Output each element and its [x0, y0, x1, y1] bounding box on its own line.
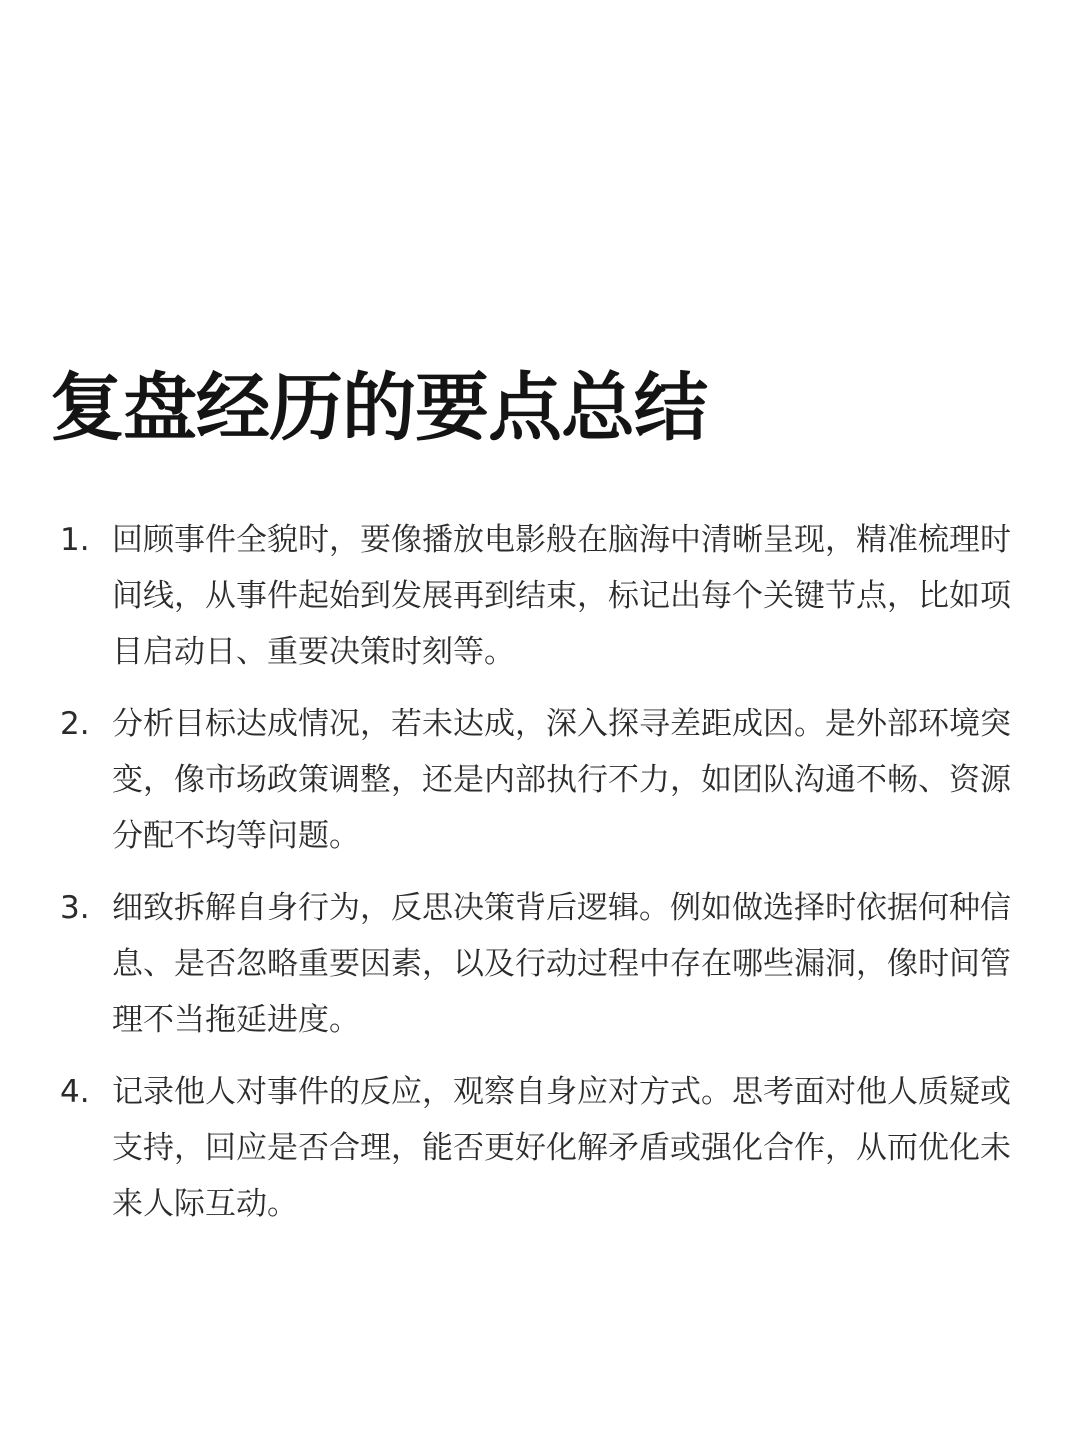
list-item-number: 4. — [60, 1074, 90, 1110]
list-item — [0, 880, 1080, 1048]
list-item-text: 细致拆解自身行为，反思决策背后逻辑。例如做选择时依据何种信息、是否忽略重要因素，以及行动过程中存在哪些漏洞，像时间管理不当拖延进度。 — [112, 890, 1011, 1038]
list-item — [0, 696, 1080, 864]
list-item-number: 2. — [60, 706, 90, 742]
list-item — [0, 512, 1080, 680]
list-item-number: 3. — [60, 890, 90, 926]
list-item-text: 分析目标达成情况，若未达成，深入探寻差距成因。是外部环境突变，像市场政策调整，还是内部执行不力，如团队沟通不畅、资源分配不均等问题。 — [112, 706, 1011, 854]
list-item-text: 记录他人对事件的反应，观察自身应对方式。思考面对他人质疑或支持，回应是否合理，能否更好化解矛盾或强化合作，从而优化未来人际互动。 — [112, 1074, 1011, 1222]
summary-list — [0, 512, 1080, 1248]
list-item-text: 回顾事件全貌时，要像播放电影般在脑海中清晰呈现，精准梳理时间线，从事件起始到发展再到结束，标记出每个关键节点，比如项目启动日、重要决策时刻等。 — [112, 522, 1011, 670]
page-title: 复盘经历的要点总结 — [50, 365, 707, 451]
list-item-number: 1. — [60, 522, 90, 558]
list-item — [0, 1064, 1080, 1232]
